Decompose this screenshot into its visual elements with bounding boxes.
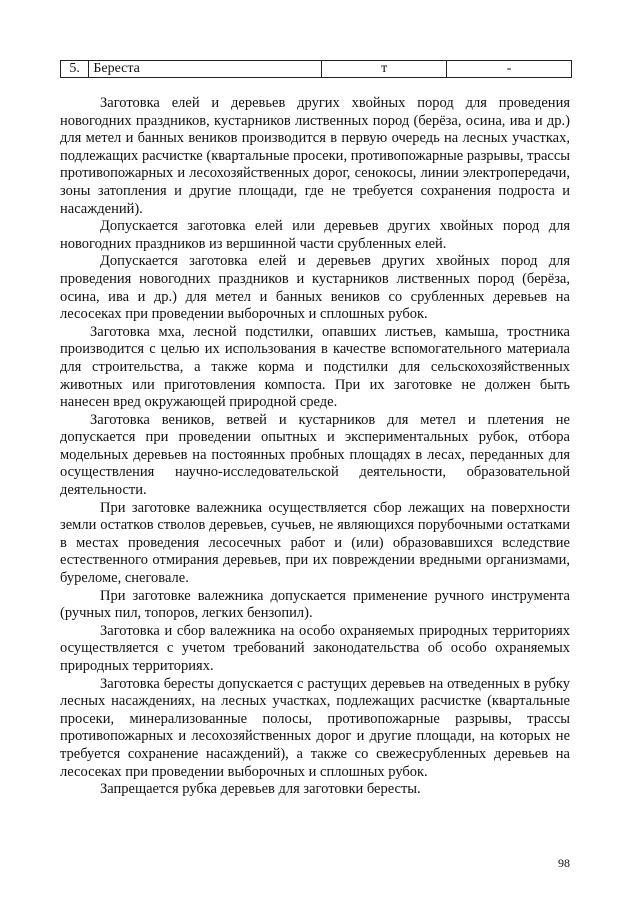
paragraph-3: Допускается заготовка елей и деревьев других хвойных пород для проведения новогодних праздников и кустарников лиственных пород (берёза, осина, ива и др.) для метел и банных веников со срубленных деревьев на лесосеках при проведении выборочных и сплошных рубок. [60, 253, 570, 323]
paragraph-10: Запрещается рубка деревьев для заготовки бересты. [100, 781, 421, 798]
body-text [60, 95, 570, 799]
page-number: 98 [558, 856, 570, 870]
paragraph-9: Заготовка бересты допускается с растущих деревьев на отведенных в рубку лесных насаждениях, на лесных участках, подлежащих расчистке (квартальные просеки, минерализованные полосы, противопожарные разрывы, трассы противопожарных и лесохозяйственных дорог и другие площади, на которых не требуется сохранение насаждений), а также со свежесрубленных деревьев на лесосеках при проведении выборочных и сплошных рубок. [60, 675, 570, 780]
row-unit-cell: т [322, 61, 447, 78]
paragraph-2: Допускается заготовка елей или деревьев других хвойных пород для новогодних праздников из вершинной части срубленных елей. [60, 218, 570, 252]
paragraph-5: Заготовка веников, ветвей и кустарников для метел и плетения не допускается при проведении опытных и экспериментальных рубок, отбора модельных деревьев на постоянных пробных площадях в лесах, переданных для осуществления научно-исследовательской деятельности, образовательной деятельности. [60, 411, 570, 499]
row-name-cell: Береста [89, 61, 322, 78]
paragraph-4: Заготовка мха, лесной подстилки, опавших листьев, камыша, тростника производится с целью их использования в качестве вспомогательного материала для строительства, а также корма и подстилки для сельскохозяйственных животных или приготовления компоста. При их заготовке не должен быть нанесен вред окружающей природной среде. [60, 323, 570, 411]
row-value-cell: - [447, 61, 572, 78]
paragraph-7: При заготовке валежника допускается применение ручного инструмента (ручных пил, топоров, легких бензопил). [60, 587, 570, 622]
paragraph-6: При заготовке валежника осуществляется сбор лежащих на поверхности земли остатков стволов деревьев, сучьев, не являющихся порубочными остатками в местах проведения лесосечных работ и (или) образовавшихся вследствие естественного отмирания деревьев, при их повреждении вредными организмами, буреломе, снеговале. [60, 499, 570, 587]
page-content [60, 60, 570, 799]
table-fragment [60, 60, 572, 78]
paragraph-1: Заготовка елей и деревьев других хвойных пород для проведения новогодних праздников, кустарников лиственных пород (берёза, осина, ива и др.) для метел и банных веников производится в первую очередь на лесных участках, подлежащих расчистке (квартальные просеки, противопожарные разрывы, трассы противопожарных и лесохозяйственных дорог, сенокосы, линии электропередачи, зоны затопления и другие площади, где не требуется сохранения подроста и насаждений). [60, 95, 570, 217]
row-number-cell: 5. [61, 61, 89, 78]
paragraph-8: Заготовка и сбор валежника на особо охраняемых природных территориях осуществляется с учетом требований законодательства об особо охраняемых природных территориях. [60, 622, 570, 674]
table-row [61, 61, 572, 78]
